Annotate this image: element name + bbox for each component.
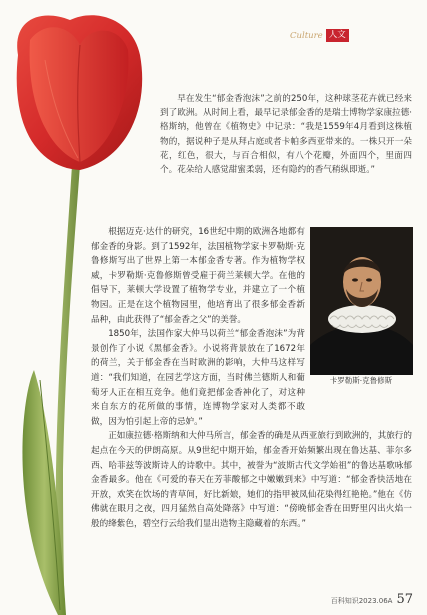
intro-paragraph: 早在发生“郁金香泡沫”之前的250年，这种球茎花卉就已经来到了欧洲。从时间上看，最早记录郁金香的是瑞士博物学家康拉德·格斯纳，他曾在《植物史》中记录：“我是1559年4月看到这株植物的，据说种子是从拜占庭或者卡帕多西亚带来的。一株只开一朵花，红色，很大，与百合相似，有八个花瓣，外面四个，里面四个。花朵给人感觉甜蜜柔弱，还有隐约的香气稍纵即逝。” [160, 94, 412, 176]
body-paragraph: 根据迈克·达什的研究，16世纪中期的欧洲各地都有郁金香的身影。到了1592年，法国植物学家卡罗勒斯·克鲁修斯写出了世界上第一本郁金香专著。作为植物学权威，卡罗勒斯·克鲁修斯曾受雇于荷兰莱顿大学。在他的倡导下，莱顿大学设置了植物学专业，并建立了一个植物园。正是在这个植物园里，他培育出了很多郁金香新品种，由此获得了“郁金香之父”的美誉。 [91, 227, 305, 325]
article-body [91, 225, 412, 531]
intro-block [160, 92, 412, 177]
section-label-cn: 人文 [326, 29, 349, 42]
section-header [290, 29, 349, 42]
body-paragraph: 1850年，法国作家大仲马以荷兰“郁金香泡沫”为背景创作了小说《黑郁金香》。小说将背景放在了1672年的荷兰，关于郁金香在当时欧洲的影响，大仲马这样写道：“我们知道，在园艺学这方面，当时佛兰德斯人和葡萄牙人正在相互竞争。他们竟把郁金香神化了，对这种来自东方的花所做的事情，连博物学家对人类都不敢做，因为怕引起上帝的忌妒。” [91, 329, 305, 427]
page-number: 57 [396, 592, 413, 607]
portrait-caption: 卡罗勒斯·克鲁修斯 [329, 376, 393, 385]
issue-label: 百科知识2023.06A [330, 597, 393, 605]
page-footer [331, 592, 413, 607]
section-label-en: Culture [290, 30, 323, 41]
body-paragraph: 正如康拉德·格斯纳和大仲马所言，郁金香的确是从西亚旅行到欧洲的，其旅行的起点在今天的伊朗高原。从9世纪中期开始，郁金香开始频繁出现在鲁达基、菲尔多西、哈菲兹等波斯诗人的诗歌中。其中，被誉为“波斯古代文学始祖”的鲁达基歌咏郁金香最多。他在《可爱的春天在芳菲酸郁之中嫩嫩到来》中写道：“郁金香快活地在开放，欢笑在饮场的青草间，好比新娘，她们的指甲被凤仙花染得红艳艳。”他在《仿佛就在眼月之夜，四月猛然自高处降落》中写道：“傍晚郁金香在田野里闪出火焰一般的绛紫色，碧空行云给我们显出造物主隐藏着的东西。” [91, 431, 412, 529]
